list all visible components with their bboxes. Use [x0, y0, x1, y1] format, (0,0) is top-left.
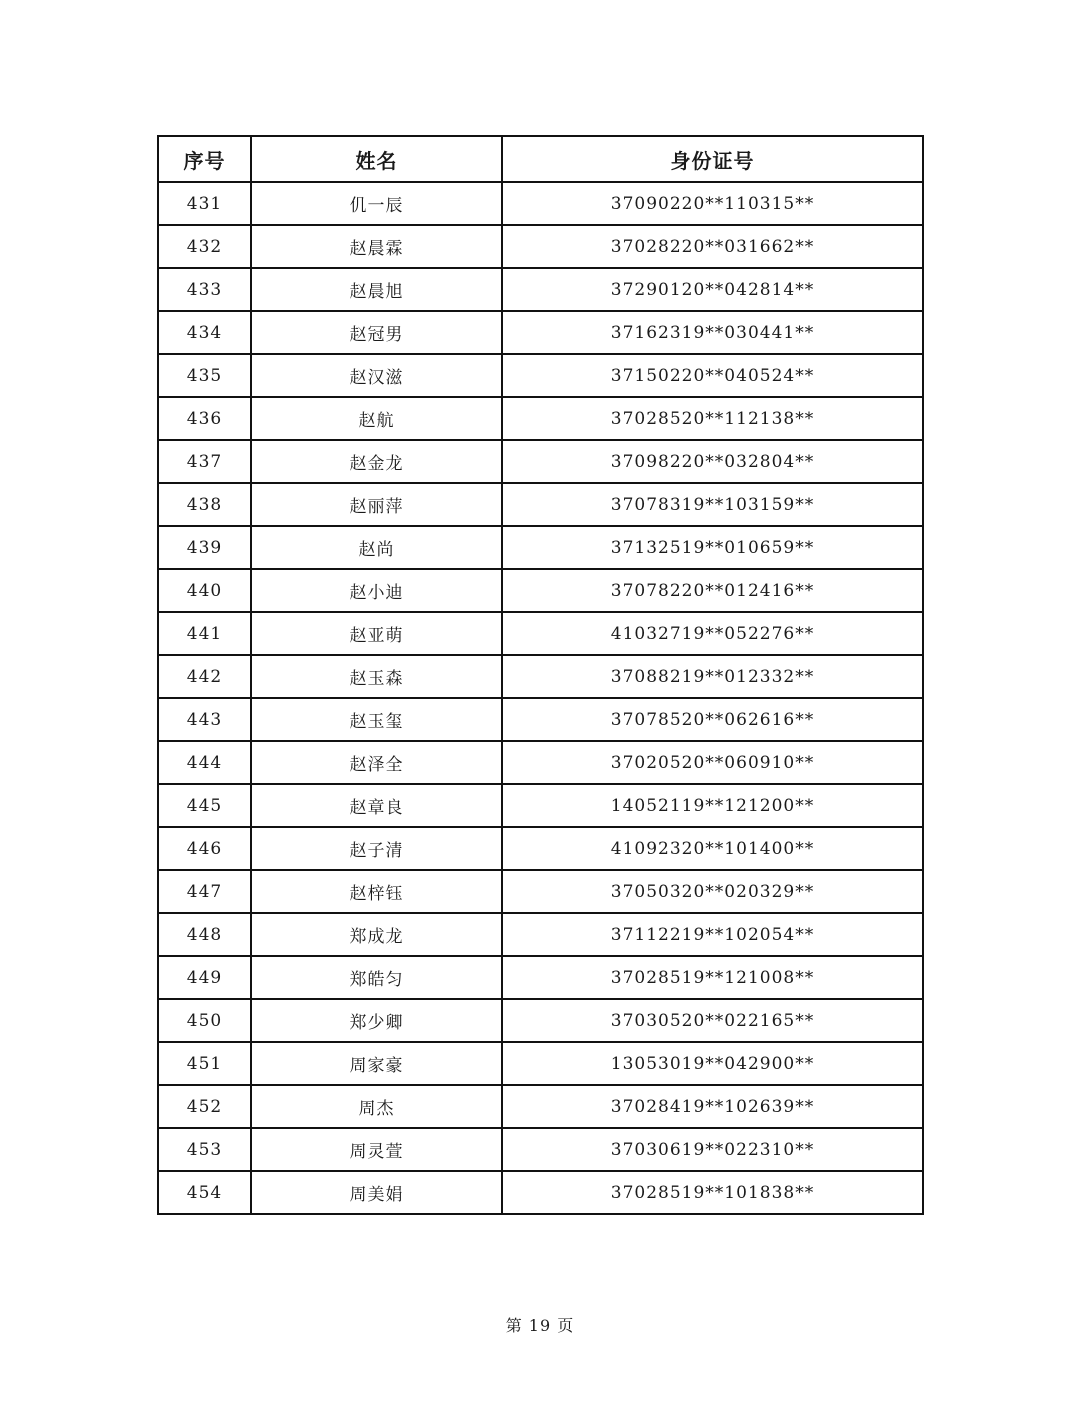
table-row	[158, 956, 923, 999]
cell-id-number: 37150220**040524**	[502, 354, 923, 397]
cell-seq: 438	[158, 483, 251, 526]
table-row	[158, 311, 923, 354]
table-row	[158, 1171, 923, 1214]
table-row	[158, 182, 923, 225]
cell-name: 赵晨霖	[251, 225, 502, 268]
table-row	[158, 827, 923, 870]
cell-name: 赵晨旭	[251, 268, 502, 311]
cell-id-number: 37028519**121008**	[502, 956, 923, 999]
cell-name: 赵航	[251, 397, 502, 440]
cell-id-number: 37162319**030441**	[502, 311, 923, 354]
table-body	[158, 182, 923, 1214]
table-row	[158, 913, 923, 956]
table-row	[158, 526, 923, 569]
page-number: 第 19 页	[505, 1316, 575, 1335]
table-row	[158, 698, 923, 741]
table-row	[158, 483, 923, 526]
cell-seq: 444	[158, 741, 251, 784]
cell-seq: 450	[158, 999, 251, 1042]
table-row	[158, 440, 923, 483]
cell-seq: 451	[158, 1042, 251, 1085]
table-row	[158, 655, 923, 698]
cell-name: 周灵萱	[251, 1128, 502, 1171]
cell-name: 仉一辰	[251, 182, 502, 225]
cell-id-number: 37132519**010659**	[502, 526, 923, 569]
header-seq: 序号	[158, 136, 251, 182]
cell-id-number: 37020520**060910**	[502, 741, 923, 784]
cell-name: 赵小迪	[251, 569, 502, 612]
cell-seq: 437	[158, 440, 251, 483]
cell-name: 赵尚	[251, 526, 502, 569]
cell-seq: 433	[158, 268, 251, 311]
cell-id-number: 37088219**012332**	[502, 655, 923, 698]
cell-seq: 435	[158, 354, 251, 397]
table-row	[158, 1085, 923, 1128]
table-row	[158, 1042, 923, 1085]
table-row	[158, 870, 923, 913]
cell-seq: 432	[158, 225, 251, 268]
cell-id-number: 14052119**121200**	[502, 784, 923, 827]
table-row	[158, 612, 923, 655]
cell-seq: 434	[158, 311, 251, 354]
cell-id-number: 37030520**022165**	[502, 999, 923, 1042]
cell-id-number: 37112219**102054**	[502, 913, 923, 956]
cell-seq: 439	[158, 526, 251, 569]
cell-seq: 436	[158, 397, 251, 440]
cell-name: 郑少卿	[251, 999, 502, 1042]
table-header	[158, 136, 923, 182]
cell-id-number: 37028419**102639**	[502, 1085, 923, 1128]
header-row	[158, 136, 923, 182]
cell-seq: 442	[158, 655, 251, 698]
cell-seq: 431	[158, 182, 251, 225]
cell-id-number: 37078520**062616**	[502, 698, 923, 741]
cell-seq: 443	[158, 698, 251, 741]
cell-seq: 445	[158, 784, 251, 827]
cell-name: 赵章良	[251, 784, 502, 827]
table-row	[158, 1128, 923, 1171]
table-row	[158, 225, 923, 268]
table-row	[158, 999, 923, 1042]
table-row	[158, 569, 923, 612]
table-row	[158, 397, 923, 440]
cell-id-number: 37030619**022310**	[502, 1128, 923, 1171]
cell-seq: 453	[158, 1128, 251, 1171]
header-name: 姓名	[251, 136, 502, 182]
cell-name: 赵玉玺	[251, 698, 502, 741]
cell-id-number: 41032719**052276**	[502, 612, 923, 655]
cell-name: 赵泽全	[251, 741, 502, 784]
cell-id-number: 37028519**101838**	[502, 1171, 923, 1214]
cell-id-number: 41092320**101400**	[502, 827, 923, 870]
cell-name: 赵子清	[251, 827, 502, 870]
cell-name: 赵亚萌	[251, 612, 502, 655]
cell-name: 赵玉森	[251, 655, 502, 698]
cell-id-number: 13053019**042900**	[502, 1042, 923, 1085]
cell-name: 郑成龙	[251, 913, 502, 956]
cell-seq: 448	[158, 913, 251, 956]
table-row	[158, 741, 923, 784]
cell-name: 赵冠男	[251, 311, 502, 354]
cell-name: 周杰	[251, 1085, 502, 1128]
cell-id-number: 37050320**020329**	[502, 870, 923, 913]
cell-seq: 449	[158, 956, 251, 999]
cell-seq: 452	[158, 1085, 251, 1128]
cell-id-number: 37028220**031662**	[502, 225, 923, 268]
cell-name: 周家豪	[251, 1042, 502, 1085]
cell-name: 周美娟	[251, 1171, 502, 1214]
cell-name: 赵梓钰	[251, 870, 502, 913]
cell-id-number: 37090220**110315**	[502, 182, 923, 225]
cell-name: 郑皓匀	[251, 956, 502, 999]
cell-id-number: 37078319**103159**	[502, 483, 923, 526]
roster-table	[157, 135, 924, 1215]
cell-name: 赵丽萍	[251, 483, 502, 526]
cell-seq: 454	[158, 1171, 251, 1214]
table-row	[158, 268, 923, 311]
cell-name: 赵金龙	[251, 440, 502, 483]
cell-seq: 440	[158, 569, 251, 612]
table-row	[158, 354, 923, 397]
cell-seq: 441	[158, 612, 251, 655]
table-row	[158, 784, 923, 827]
cell-seq: 447	[158, 870, 251, 913]
cell-name: 赵汉滋	[251, 354, 502, 397]
header-id-number: 身份证号	[502, 136, 923, 182]
cell-id-number: 37290120**042814**	[502, 268, 923, 311]
cell-id-number: 37098220**032804**	[502, 440, 923, 483]
cell-id-number: 37028520**112138**	[502, 397, 923, 440]
cell-id-number: 37078220**012416**	[502, 569, 923, 612]
cell-seq: 446	[158, 827, 251, 870]
